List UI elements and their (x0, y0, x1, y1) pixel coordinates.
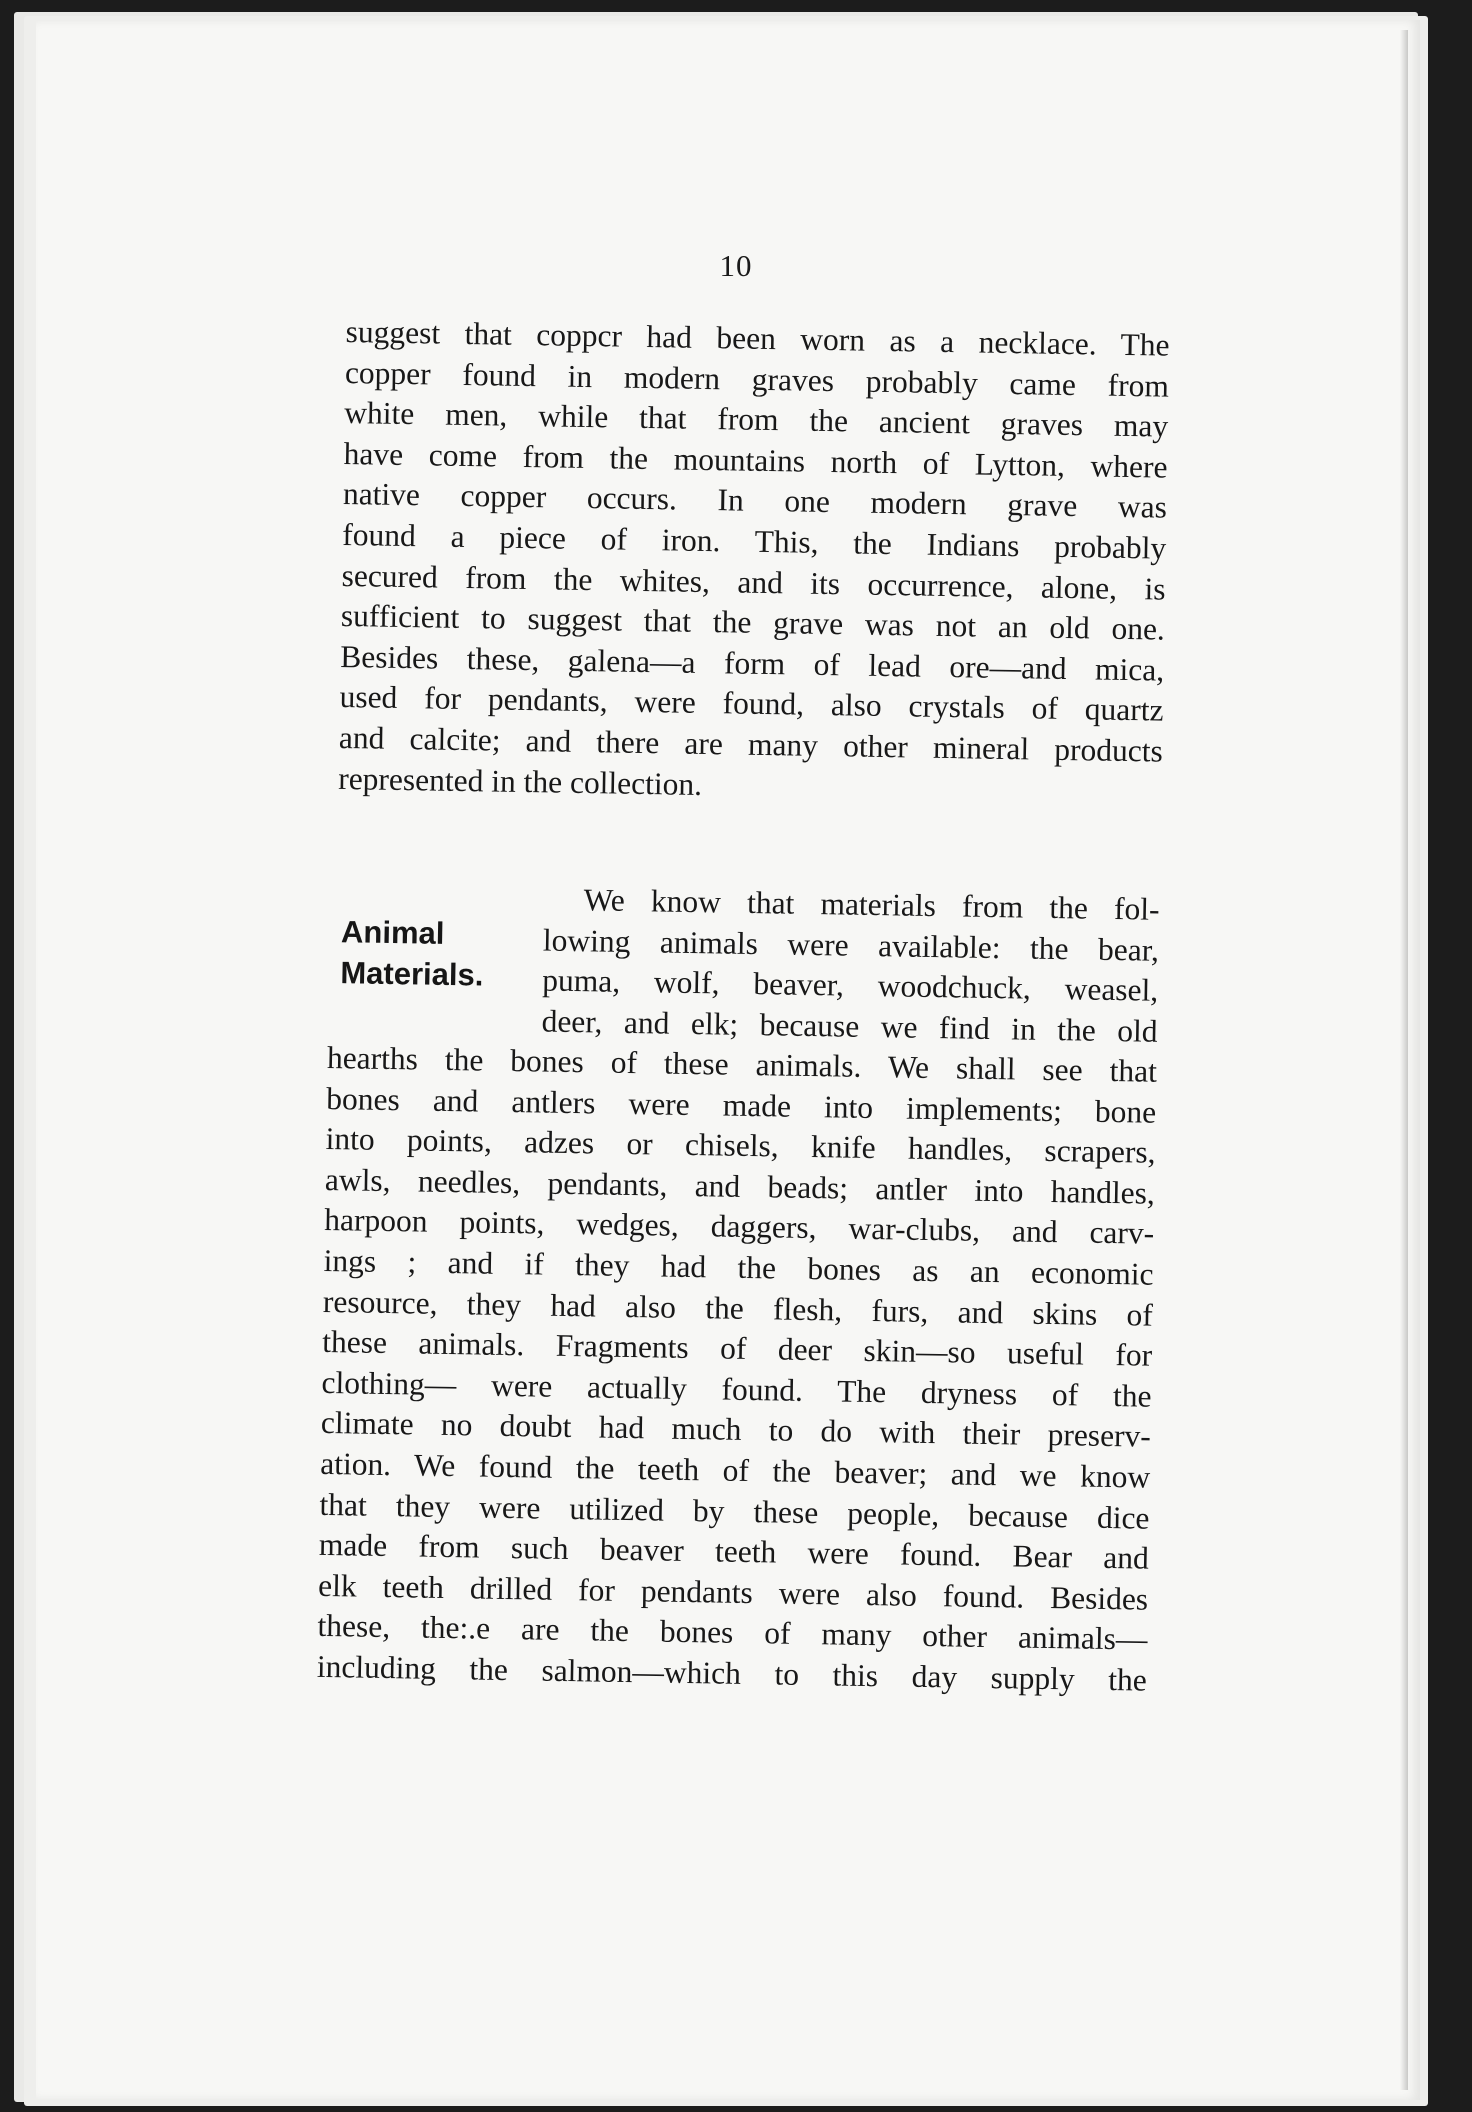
text-line: including the salmon—which to this day supply the (316, 1648, 1148, 1698)
text-line: clothing— were actually found. The dryness of the (321, 1364, 1152, 1414)
text-line: harpoon points, wedges, daggers, war-clubs, and carv- (324, 1202, 1155, 1252)
text-line: native copper occurs. In one modern grave was (342, 476, 1168, 526)
text-line: ings ; and if they had the bones as an economic (323, 1242, 1154, 1292)
text-line: into points, adzes or chisels, knife handles, scrapers, (325, 1121, 1156, 1170)
text-line: Besides these, galena—a form of lead ore—and mica, (340, 638, 1165, 688)
paragraph-copper-minerals (338, 312, 1170, 813)
text-line: bones and antlers were made into implements; bone (326, 1080, 1157, 1130)
text-line: suggest that coppcr had been worn as a necklace. The (345, 313, 1170, 363)
text-line: copper found in modern graves probably came from (344, 354, 1170, 404)
text-line: lowing animals were available: the bear, (542, 922, 1160, 968)
text-line: climate no doubt had much to do with their preserv- (320, 1405, 1152, 1455)
text-line: resource, they had also the flesh, furs, and skins of (322, 1283, 1154, 1333)
text-line: and calcite; and there are many other mineral products (338, 719, 1164, 769)
text-line: that they were utilized by these people, because dice (319, 1486, 1150, 1536)
text-line: found a piece of iron. This, the Indians probably (342, 516, 1167, 566)
text-line: have come from the mountains north of Lytton, where (343, 435, 1168, 485)
text-line: these, the:.e are the bones of many other animals— (317, 1608, 1148, 1657)
text-line: deer, and elk; because we find in the old (541, 1003, 1158, 1049)
text-line: puma, wolf, beaver, woodchuck, weasel, (542, 962, 1159, 1008)
text-line: white men, while that from the ancient graves may (344, 395, 1169, 444)
indented-text (541, 880, 1160, 1053)
text-line: ation. We found the teeth of the beaver; and we know (319, 1445, 1151, 1495)
side-heading (340, 912, 484, 996)
text-line: elk teeth drilled for pendants were also found. Besides (317, 1567, 1149, 1617)
text-line: used for pendants, were found, also crystals of quartz (339, 679, 1164, 728)
text-line: hearths the bones of these animals. We shall see that (326, 1039, 1158, 1089)
text-line: these animals. Fragments of deer skin—so useful for (321, 1324, 1153, 1373)
paragraph-animal-materials (317, 1038, 1158, 1701)
side-heading-line: Materials. (340, 954, 484, 993)
text-line: made from such beaver teeth were found. Bear and (318, 1527, 1150, 1576)
page-edge-shadow (1400, 30, 1408, 2090)
text-line: represented in the collection. (337, 760, 703, 802)
page-number: 10 (719, 248, 753, 283)
text-line: sufficient to suggest that the grave was not an old one. (340, 598, 1166, 647)
text-line: We know that materials from the fol- (583, 882, 1160, 927)
text-line: awls, needles, pendants, and beads; antler into handles, (324, 1161, 1156, 1211)
side-heading-line: Animal (340, 914, 445, 951)
text-line: secured from the whites, and its occurrence, alone, is (341, 557, 1166, 607)
